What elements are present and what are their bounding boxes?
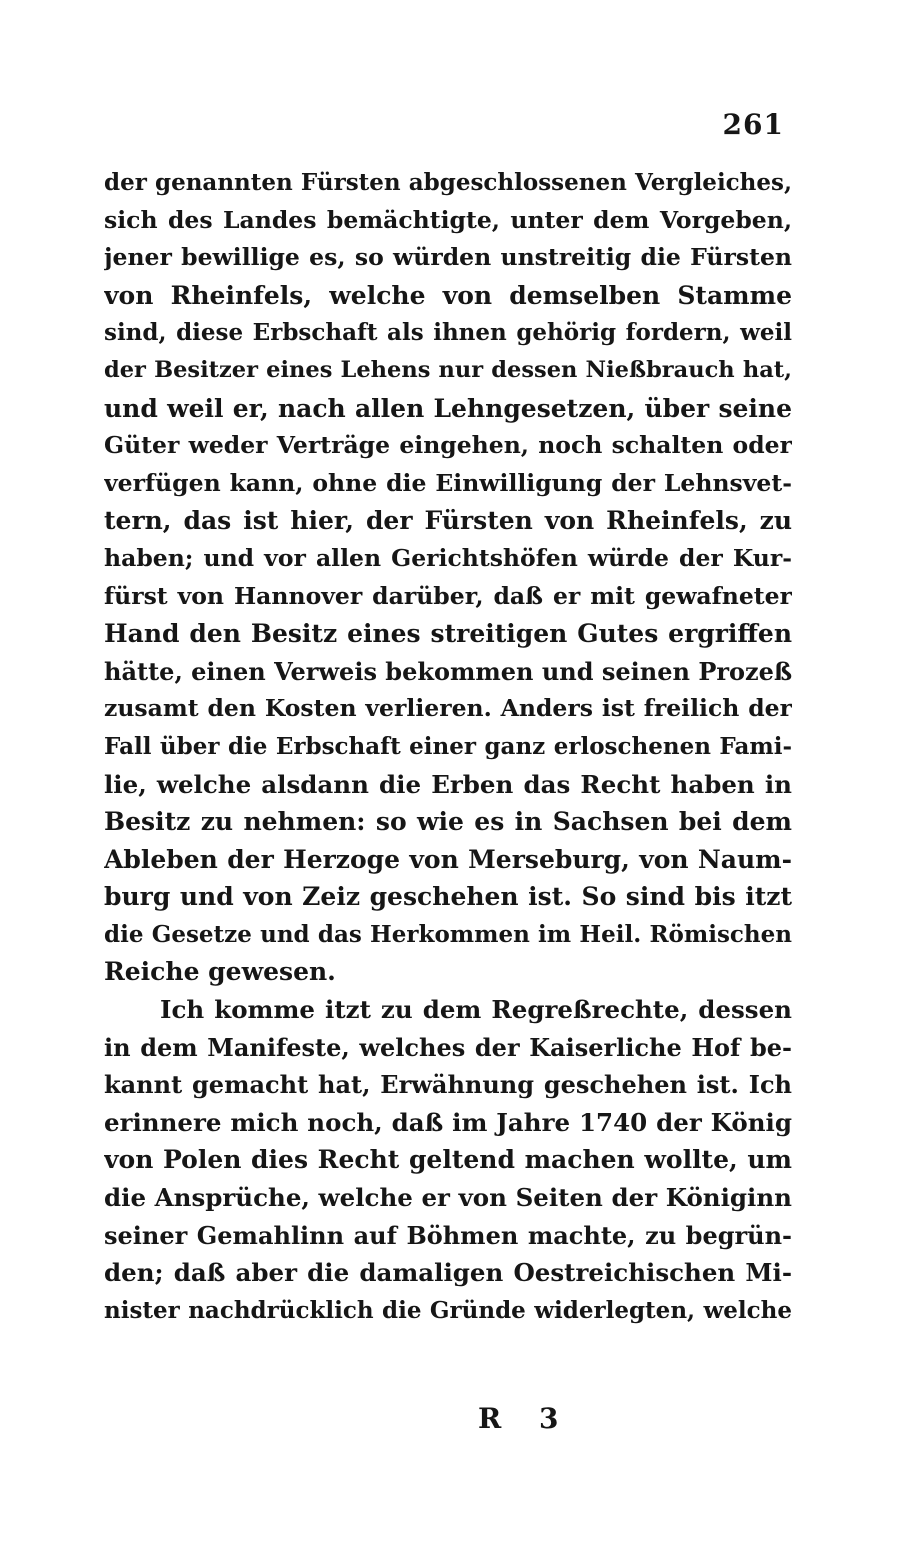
text-line: Ich komme itzt zu dem Regreßrechte, dessen — [160, 995, 792, 1025]
text-line: jener bewillige es, so würden unstreitig die Fürsten — [104, 243, 792, 272]
text-line: verfügen kann, ohne die Einwilligung der Lehnsvet- — [104, 468, 792, 497]
text-line: von Polen dies Recht geltend machen wollte, um — [104, 1145, 792, 1175]
text-line: Güter weder Verträge eingehen, noch schalten oder — [104, 431, 792, 460]
text-line: burg und von Zeiz geschehen ist. So sind bis itzt — [104, 882, 792, 912]
text-line: Reiche gewesen. — [104, 957, 336, 987]
text-line: in dem Manifeste, welches der Kaiserliche Hof be- — [104, 1032, 792, 1062]
text-line: hätte, einen Verweis bekommen und seinen Prozeß — [104, 656, 792, 686]
text-line: Ableben der Herzoge von Merseburg, von Naum- — [104, 844, 792, 874]
text-line: tern, das ist hier, der Fürsten von Rheinfels, zu — [104, 506, 792, 536]
text-line: zusamt den Kosten verlieren. Anders ist freilich der — [104, 694, 792, 723]
text-line: seiner Gemahlinn auf Böhmen machte, zu begrün- — [104, 1220, 792, 1250]
text-line: der genannten Fürsten abgeschlossenen Vergleiches, — [104, 169, 792, 196]
text-line: sich des Landes bemächtigte, unter dem Vorgeben, — [104, 205, 792, 234]
text-line: Besitz zu nehmen: so wie es in Sachsen bei dem — [104, 807, 792, 837]
text-line: Hand den Besitz eines streitigen Gutes ergriffen — [104, 619, 792, 649]
text-line: sind, diese Erbschaft als ihnen gehörig fordern, weil — [104, 319, 792, 347]
body-text — [104, 164, 792, 1329]
text-line: von Rheinfels, welche von demselben Stamme — [104, 280, 792, 310]
text-line: die Gesetze und das Herkommen im Heil. Römischen — [104, 920, 792, 948]
text-line: Fall über die Erbschaft einer ganz erloschenen Fami- — [104, 732, 792, 760]
signature-mark: R 3 — [478, 1402, 573, 1435]
page-number: 261 — [722, 108, 784, 141]
text-line: und weil er, nach allen Lehngesetzen, über seine — [104, 393, 792, 423]
text-line: haben; und vor allen Gerichtshöfen würde der Kur- — [104, 543, 792, 572]
text-line: erinnere mich noch, daß im Jahre 1740 der König — [104, 1107, 792, 1137]
text-line: der Besitzer eines Lehens nur dessen Nießbrauch hat, — [104, 356, 792, 383]
text-line: kannt gemacht hat, Erwähnung geschehen ist. Ich — [104, 1070, 792, 1100]
text-line: die Ansprüche, welche er von Seiten der Königinn — [104, 1183, 792, 1213]
text-line: lie, welche alsdann die Erben das Recht haben in — [104, 769, 792, 799]
text-line: nister nachdrücklich die Gründe widerlegten, welche — [104, 1296, 792, 1324]
text-line: den; daß aber die damaligen Oestreichischen Mi- — [104, 1258, 792, 1288]
text-line: fürst von Hannover darüber, daß er mit gewafneter — [104, 581, 792, 610]
